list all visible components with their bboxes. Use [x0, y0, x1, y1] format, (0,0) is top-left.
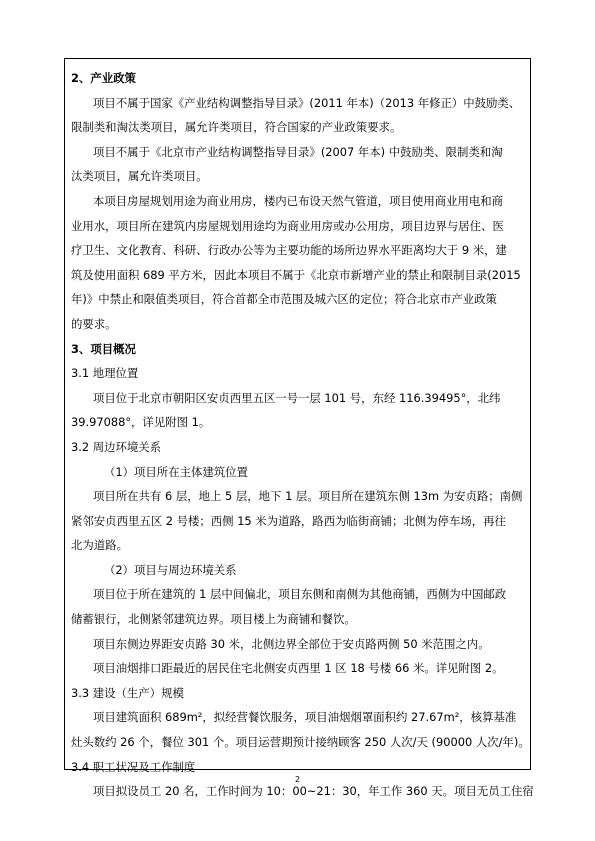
text-line: 3.3 建设（生产）规模 [71, 685, 184, 700]
text-line: 疗卫生、文化教育、科研、行政办公等为主要功能的场所边界水平距离均大于 9 米，建 [71, 243, 507, 258]
text-line: （1）项目所在主体建筑位置 [104, 464, 248, 479]
document-frame [64, 58, 534, 799]
text-line: 筑及使用面积 689 平方米，因此本项目不属于《北京市新增产业的禁止和限制目录(2015 [71, 267, 521, 282]
text-line: 年)》中禁止和限值类项目，符合首都全市范围及城六区的定位；符合北京市产业政策 [71, 292, 497, 307]
section-heading: 2、产业政策 [71, 71, 136, 85]
text-line: 汰类项目，属允许类项目。 [71, 169, 208, 184]
text-line: 项目不属于国家《产业结构调整指导目录》(2011 年本)（2013 年修正）中鼓励类、 [93, 95, 521, 110]
text-line: 项目位于北京市朝阳区安贞西里五区一号一层 101 号，东经 116.39495°，北纬 [93, 390, 501, 405]
text-line: 紧邻安贞西里五区 2 号楼；西侧 15 米为道路，路西为临街商铺；北侧为停车场，再往 [71, 513, 506, 528]
text-line: 限制类和淘汰类项目，属允许类项目，符合国家的产业政策要求。 [71, 120, 402, 135]
text-line: 业用水，项目所在建筑内房屋规划用途均为商业用房或办公用房，项目边界与居住、医 [71, 218, 504, 233]
text-line: 项目建筑面积 689m²，拟经营餐饮服务，项目油烟烟罩面积约 27.67m²，核算基准 [93, 710, 517, 725]
text-line: 3.4 职工状况及工作制度 [71, 759, 196, 774]
document-body [65, 59, 534, 804]
text-line: 项目所在共有 6 层，地上 5 层，地下 1 层。项目所在建筑东侧 13m 为安贞路；南侧 [93, 489, 523, 504]
text-line: 3.2 周边环境关系 [71, 439, 162, 454]
page-number: 2 [294, 775, 301, 784]
text-line: 项目位于所在建筑的 1 层中间偏北，项目东侧和南侧为其他商铺，西侧为中国邮政 [93, 587, 507, 602]
text-line: 储蓄银行，北侧紧邻建筑边界。项目楼上为商铺和餐饮。 [71, 612, 356, 627]
text-line: 灶头数约 26 个，餐位 301 个。项目运营期预计接纳顾客 250 人次/天 (90000 人次/年)。 [71, 735, 530, 750]
text-line: 项目不属于《北京市产业结构调整指导目录》(2007 年本) 中鼓励类、限制类和淘 [93, 144, 503, 159]
text-line: （2）项目与周边环境关系 [104, 562, 237, 577]
text-line: 本项目房屋规划用途为商业用房，楼内已布设天然气管道，项目使用商业用电和商 [93, 193, 504, 208]
text-line: 的要求。 [71, 316, 117, 331]
text-line: 北为道路。 [71, 538, 128, 553]
text-line: 项目拟设员工 20 名，工作时间为 10：00~21：30，年工作 360 天。项目无员工住宿 [93, 784, 534, 799]
text-line: 3.1 地理位置 [71, 366, 139, 381]
text-line: 项目东侧边界距安贞路 30 米，北侧边界全部位于安贞路两侧 50 米范围之内。 [93, 636, 490, 651]
text-line: 39.97088°，详见附图 1。 [71, 415, 211, 430]
section-heading: 3、项目概况 [71, 341, 136, 356]
text-line: 项目油烟排口距最近的居民住宅北侧安贞西里 1 区 18 号楼 66 米。详见附图 2。 [93, 661, 504, 676]
